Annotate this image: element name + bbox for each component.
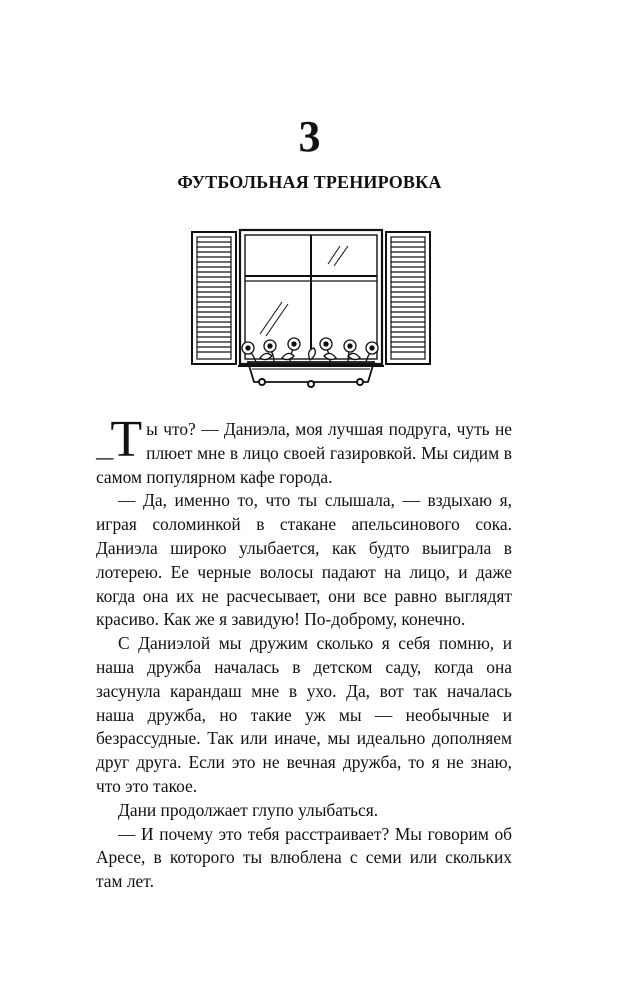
- paragraph: С Даниэлой мы дружим сколько я себя помню, и наша дружба началась в детском саду, когда она засунула карандаш мне в ухо. Да, вот так началась наша дружба, но такие уж мы — необычные и безрассудные. Так или иначе, мы идеально дополняем друг друга. Если это не вечная дружба, то я не знаю, что это такое.: [96, 633, 512, 796]
- paragraph: — Да, именно то, что ты слышала, — вздыхаю я, играя соломинкой в стакане апельсинового сока. Даниэла широко улыбается, как будто выиграла в лотерею. Ее черные волосы падают на лицо, и даже когда она их не расчесывает, они все равно выглядят красиво. Как же я завидую! По-доброму, конечно.: [96, 490, 512, 630]
- chapter-title: ФУТБОЛЬНАЯ ТРЕНИРОВКА: [177, 172, 442, 192]
- paragraph: Дани продолжает глупо улыбаться.: [118, 799, 379, 820]
- body-text: [96, 411, 512, 894]
- dropcap-letter: Т: [110, 411, 143, 468]
- paragraph: [96, 411, 512, 489]
- paragraph: — И почему это тебя расстраивает? Мы говорим об Аресе, в которого ты влюблена с семи или скольких там лет.: [96, 823, 512, 892]
- dropcap-dash: —: [96, 447, 113, 468]
- chapter-number: 3: [298, 112, 321, 161]
- window-with-shutters-and-flowers-icon: [190, 224, 432, 392]
- dropcap: [96, 411, 146, 468]
- paragraph-text: ы что? — Даниэла, моя лучшая подруга, чуть не плюет мне в лицо своей газировкой. Мы сидим в самом популярном кафе города.: [96, 419, 512, 487]
